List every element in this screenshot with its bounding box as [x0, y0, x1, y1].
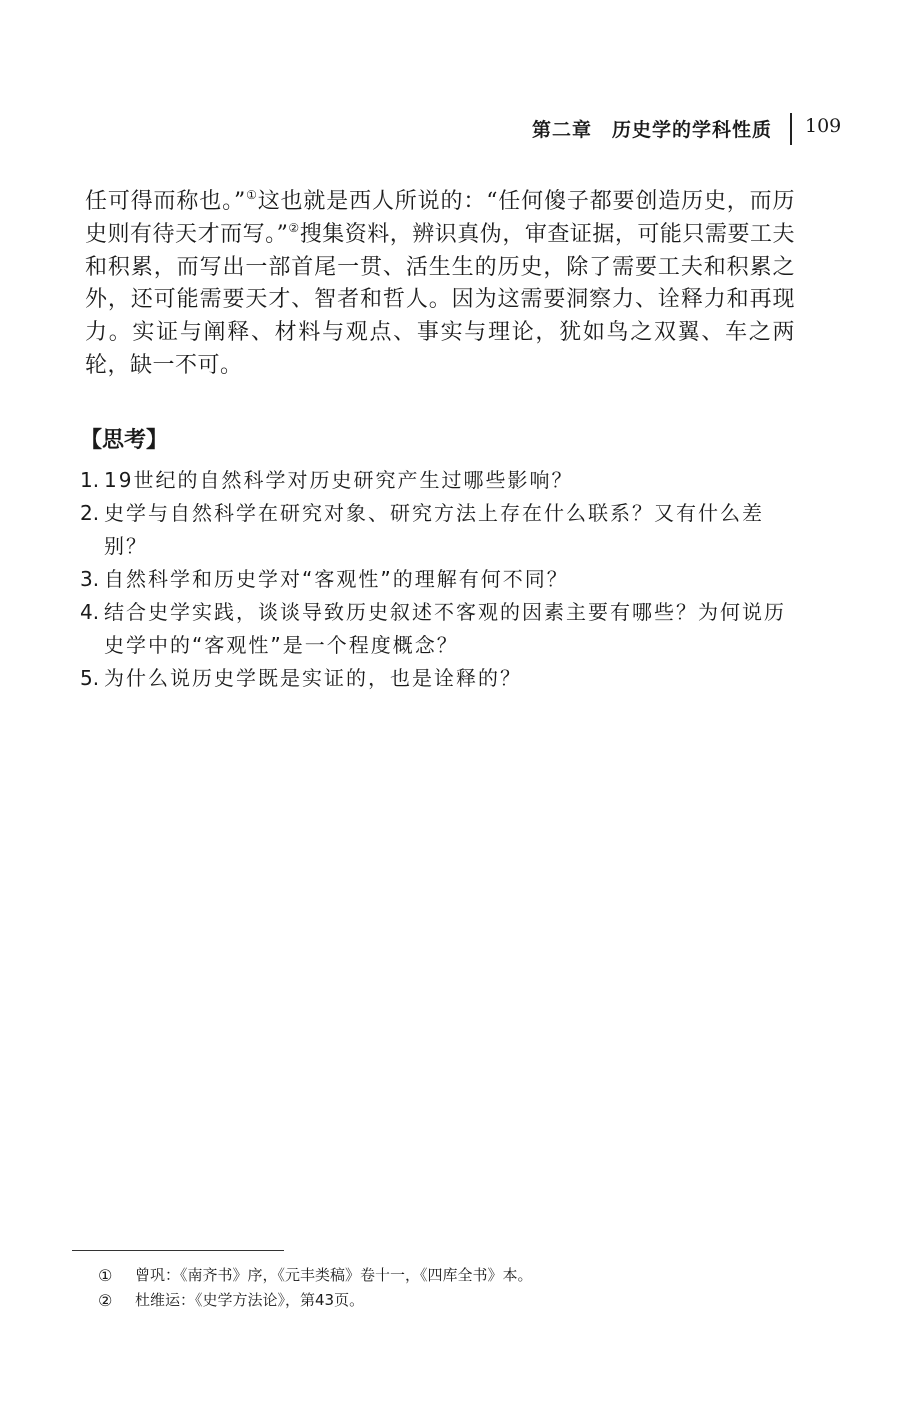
questions-section — [80, 424, 795, 695]
question-text: 结合史学实践，谈谈导致历史叙述不客观的因素主要有哪些？为何说历史学中的“客观性”是一个程度概念？ — [104, 600, 786, 657]
body-text: 搜集资料，辨识真伪，审查证据，可能只需要工夫和积累，而写出一部首尾一贯、活生生的历史，除了需要工夫和积累之外，还可能需要天才、智者和哲人。因为这需要洞察力、诠释力和再现力。实证与阐释、材料与观点、事实与理论，犹如鸟之双翼、车之两轮，缺一不可。 — [85, 221, 795, 378]
header-divider — [790, 113, 792, 145]
footnote-text: 曾巩：《南齐书》序，《元丰类稿》卷十一，《四库全书》本。 — [135, 1266, 533, 1284]
questions-heading: 【思考】 — [80, 428, 169, 453]
question-number: 3. — [80, 567, 100, 591]
question-item — [80, 662, 795, 695]
footnote-marker: ② — [98, 1291, 113, 1310]
question-number: 1. — [80, 468, 100, 492]
question-text: 史学与自然科学在研究对象、研究方法上存在什么联系？又有什么差别？ — [104, 501, 764, 558]
question-text: 19世纪的自然科学对历史研究产生过哪些影响？ — [104, 468, 574, 492]
question-item — [80, 596, 795, 662]
question-item — [80, 497, 795, 563]
footnote-ref: ① — [245, 188, 258, 202]
questions-list — [80, 464, 795, 695]
footnote-divider — [72, 1250, 284, 1251]
footnotes — [98, 1263, 748, 1313]
body-paragraph — [85, 186, 795, 383]
running-header — [0, 113, 900, 153]
body-text: 这也就是西人所说的：“任何傻子都要创造历史，而历史则有待天才而写。” — [85, 189, 796, 247]
question-text: 自然科学和历史学对“客观性”的理解有何不同？ — [104, 567, 569, 591]
question-text: 为什么说历史学既是实证的，也是诠释的？ — [104, 666, 522, 690]
question-item — [80, 563, 795, 596]
footnote — [98, 1263, 748, 1288]
footnote-marker: ① — [98, 1266, 113, 1285]
chapter-title: 第二章 历史学的学科性质 — [531, 119, 772, 141]
question-number: 5. — [80, 666, 100, 690]
footnote-ref: ② — [288, 220, 300, 235]
question-number: 2. — [80, 501, 100, 525]
question-number: 4. — [80, 600, 100, 624]
page-number: 109 — [805, 115, 842, 137]
body-text: 任可得而称也。” — [85, 189, 246, 214]
footnote-text: 杜维运：《史学方法论》，第43页。 — [135, 1291, 365, 1309]
question-item — [80, 464, 795, 497]
footnote — [98, 1288, 748, 1313]
